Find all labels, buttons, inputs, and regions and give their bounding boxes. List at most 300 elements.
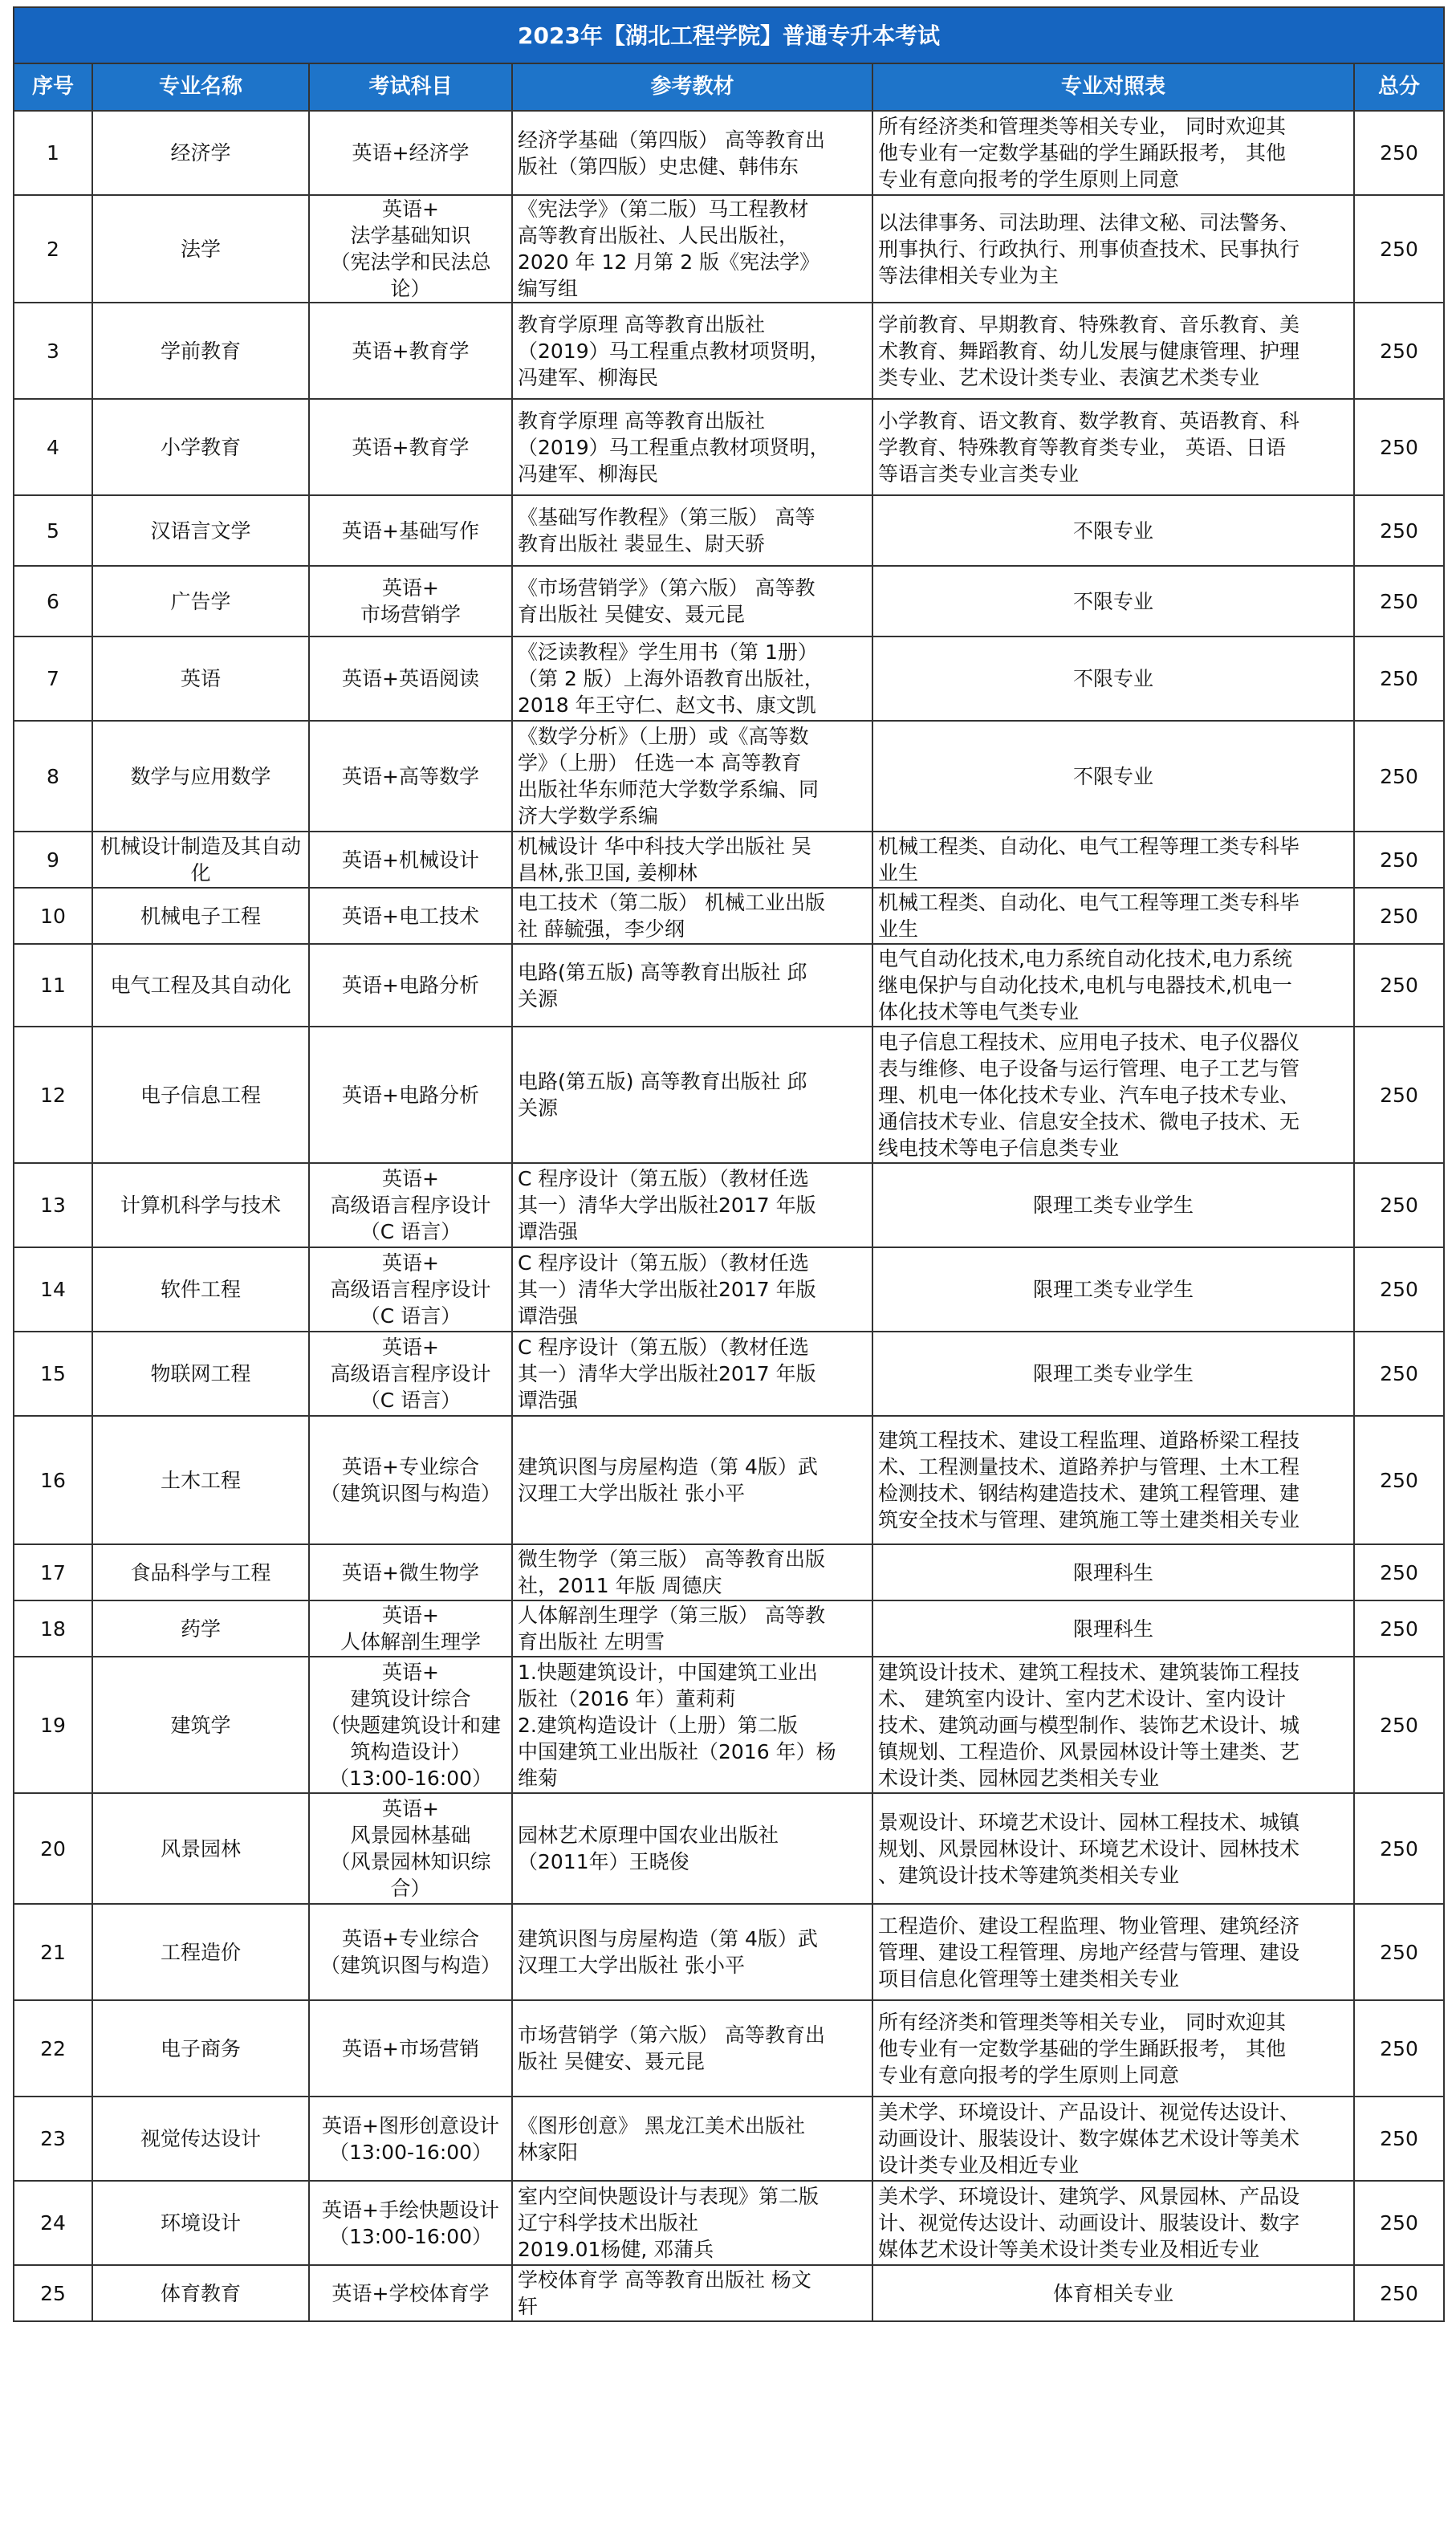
row-number: 17 xyxy=(40,1560,66,1584)
scope-line: 线电技术等电子信息类专业 xyxy=(878,1136,1120,1160)
scope-line: 机械工程类、自动化、电气工程等理工类专科毕 xyxy=(878,891,1300,914)
subject-line: 英语+电路分析 xyxy=(342,1083,479,1107)
major-cell xyxy=(92,832,309,888)
table-row xyxy=(14,1657,1444,1793)
major-cell xyxy=(92,2265,309,2321)
textbook-line: 电路(第五版) 高等教育出版社 邱 xyxy=(518,1070,807,1093)
total-score: 250 xyxy=(1380,1468,1418,1492)
row-no-cell xyxy=(14,2265,92,2321)
row-number: 6 xyxy=(47,589,59,613)
total-score: 250 xyxy=(1380,1278,1418,1301)
textbook-line: 其一）清华大学出版社2017 年版 xyxy=(518,1194,816,1217)
major-name: 视觉传达设计 xyxy=(140,2127,261,2150)
textbook-line: 电路(第五版) 高等教育出版社 邱 xyxy=(518,960,807,984)
total-score: 250 xyxy=(1380,764,1418,788)
scope-line: 术、工程测量技术、道路养护与管理、土木工程 xyxy=(878,1455,1300,1478)
total-score: 250 xyxy=(1380,2281,1418,2305)
header-row xyxy=(14,63,1444,111)
header-no: 序号 xyxy=(14,63,92,111)
scope-line: 镇规划、工程造价、风景园林设计等土建类、艺 xyxy=(878,1739,1300,1763)
row-number: 3 xyxy=(47,339,59,363)
subject-line: 英语+机械设计 xyxy=(342,848,479,872)
major-name: 土木工程 xyxy=(160,1468,241,1492)
textbook-line: 社，2011 年版 周德庆 xyxy=(518,1574,722,1597)
scope-line: 类专业、艺术设计类专业、表演艺术类专业 xyxy=(878,365,1260,389)
scope-line: 术、 建筑室内设计、室内艺术设计、室内设计 xyxy=(878,1686,1286,1710)
textbook-line: 育出版社 吴健安、聂元昆 xyxy=(518,603,745,626)
textbook-line: 育出版社 左明雪 xyxy=(518,1630,665,1653)
score-cell xyxy=(1354,1332,1444,1416)
textbook-line: 汉理工大学出版社 张小平 xyxy=(518,1954,745,1977)
major-cell xyxy=(92,566,309,636)
textbooks-cell xyxy=(512,1600,872,1657)
major-cell xyxy=(92,1793,309,1904)
textbook-line: 谭浩强 xyxy=(518,1220,579,1243)
major-cell xyxy=(92,195,309,303)
textbook-line: 社 薛毓强，李少纲 xyxy=(518,917,685,941)
exam-table-sheet xyxy=(13,6,1443,2322)
scope-line: 学前教育、早期教育、特殊教育、音乐教育、美 xyxy=(878,312,1300,336)
score-cell xyxy=(1354,1163,1444,1247)
row-number: 24 xyxy=(40,2211,66,2235)
major-cell xyxy=(92,888,309,944)
total-score: 250 xyxy=(1380,1194,1418,1217)
scope-line: 机械工程类、自动化、电气工程等理工类专科毕 xyxy=(878,835,1300,858)
subject-line: 英语+图形创意设计 xyxy=(322,2113,499,2137)
header-subjects: 考试科目 xyxy=(309,63,512,111)
row-no-cell xyxy=(14,2097,92,2181)
textbooks-cell xyxy=(512,1416,872,1544)
scope-cell xyxy=(872,2181,1354,2265)
subjects-cell xyxy=(309,832,512,888)
score-cell xyxy=(1354,721,1444,832)
major-name: 工程造价 xyxy=(160,1940,241,1964)
scope-line: 电气自动化技术,电力系统自动化技术,电力系统 xyxy=(878,947,1292,970)
total-score: 250 xyxy=(1380,1362,1418,1385)
row-number: 21 xyxy=(40,1940,66,1964)
subject-line: 英语+电工技术 xyxy=(342,904,479,928)
textbooks-cell xyxy=(512,1793,872,1904)
textbook-line: 2018 年王守仁、赵文书、康文凯 xyxy=(518,693,816,717)
scope-line: 等语言类专业言类专业 xyxy=(878,462,1080,486)
row-number: 5 xyxy=(47,519,59,543)
total-score: 250 xyxy=(1380,589,1418,613)
scope-line: 动画设计、服装设计、数字媒体艺术设计等美术 xyxy=(878,2127,1300,2150)
textbook-line: 辽宁科学技术出版社 xyxy=(518,2211,699,2235)
score-cell xyxy=(1354,495,1444,566)
subject-line: 筑构造设计） xyxy=(350,1739,471,1763)
textbook-line: 版社 吴健安、聂元昆 xyxy=(518,2050,705,2073)
textbook-line: 维菊 xyxy=(518,1766,559,1790)
subject-line: 建筑设计综合 xyxy=(350,1686,471,1710)
textbook-line: （第 2 版）上海外语教育出版社， xyxy=(518,667,824,690)
major-name: 学前教育 xyxy=(160,339,241,363)
scope-line: 工程造价、建设工程监理、物业管理、建筑经济 xyxy=(878,1914,1300,1938)
row-no-cell xyxy=(14,832,92,888)
scope-line: 检测技术、钢结构建造技术、建筑工程管理、建 xyxy=(878,1482,1300,1505)
scope-cell xyxy=(872,832,1354,888)
major-name: 物联网工程 xyxy=(150,1362,251,1385)
subjects-cell xyxy=(309,303,512,399)
row-no-cell xyxy=(14,944,92,1027)
subject-line: 英语+教育学 xyxy=(352,339,470,363)
row-number: 8 xyxy=(47,764,59,788)
textbook-line: 学》（上册） 任选一本 高等教育 xyxy=(518,751,802,775)
row-no-cell xyxy=(14,1544,92,1600)
subjects-cell xyxy=(309,195,512,303)
table-row xyxy=(14,1600,1444,1657)
subject-line: 高级语言程序设计 xyxy=(330,1362,491,1385)
row-no-cell xyxy=(14,1247,92,1332)
subjects-cell xyxy=(309,495,512,566)
row-no-cell xyxy=(14,721,92,832)
major-cell xyxy=(92,1657,309,1793)
subjects-cell xyxy=(309,1163,512,1247)
textbook-line: 冯建军、柳海民 xyxy=(518,462,659,486)
scope-cell xyxy=(872,1247,1354,1332)
scope-line: 业生 xyxy=(878,861,919,885)
scope-line: 美术学、环境设计、建筑学、风景园林、产品设 xyxy=(878,2185,1300,2208)
row-no-cell xyxy=(14,495,92,566)
subject-line: 市场营销学 xyxy=(360,603,461,626)
table-row xyxy=(14,195,1444,303)
scope-line: 所有经济类和管理类等相关专业， 同时欢迎其 xyxy=(878,115,1286,138)
textbook-line: 《基础写作教程》（第三版） 高等 xyxy=(518,506,815,529)
header-score: 总分 xyxy=(1354,63,1444,111)
major-name: 电子信息工程 xyxy=(140,1083,261,1107)
scope-cell xyxy=(872,721,1354,832)
row-no-cell xyxy=(14,1027,92,1163)
textbooks-cell xyxy=(512,111,872,195)
subject-line: （13:00-16:00） xyxy=(328,2140,493,2164)
scope-line: 术设计类、园林园艺类相关专业 xyxy=(878,1766,1160,1790)
textbook-line: 《宪法学》（第二版）马工程教材 xyxy=(518,197,809,221)
subject-line: 英语+英语阅读 xyxy=(342,667,479,690)
textbook-line: 教育学原理 高等教育出版社 xyxy=(518,409,765,433)
textbooks-cell xyxy=(512,495,872,566)
major-cell xyxy=(92,1163,309,1247)
total-score: 250 xyxy=(1380,141,1418,165)
scope-line: 电子信息工程技术、应用电子技术、电子仪器仪 xyxy=(878,1030,1300,1054)
scope-cell xyxy=(872,1163,1354,1247)
scope-line: 通信技术专业、信息安全技术、微电子技术、无 xyxy=(878,1109,1300,1133)
textbook-line: C 程序设计（第五版）（教材任选 xyxy=(518,1336,809,1359)
major-cell xyxy=(92,111,309,195)
table-body xyxy=(14,111,1444,2321)
scope-line: 业生 xyxy=(878,917,919,941)
major-cell xyxy=(92,721,309,832)
major-name: 体育教育 xyxy=(160,2281,241,2305)
row-no-cell xyxy=(14,111,92,195)
scope-line: 景观设计、环境艺术设计、园林工程技术、城镇 xyxy=(878,1810,1300,1834)
subjects-cell xyxy=(309,1793,512,1904)
scope-line: 刑事执行、行政执行、刑事侦查技术、民事执行 xyxy=(878,237,1300,261)
total-score: 250 xyxy=(1380,667,1418,690)
subject-line: 英语+ xyxy=(382,1336,439,1359)
major-name: 药学 xyxy=(180,1617,221,1641)
major-name: 计算机科学与技术 xyxy=(120,1194,281,1217)
subject-line: （13:00-16:00） xyxy=(328,1766,493,1790)
textbook-line: 谭浩强 xyxy=(518,1389,579,1412)
row-number: 22 xyxy=(40,2036,66,2060)
subject-line: （13:00-16:00） xyxy=(328,2224,493,2248)
textbook-line: 《泛读教程》学生用书（第 1册） xyxy=(518,641,818,664)
subject-line: 英语+专业综合 xyxy=(342,1455,479,1478)
scope-line: 建筑工程技术、建设工程监理、道路桥梁工程技 xyxy=(878,1429,1300,1452)
scope-line: 限理工类专业学生 xyxy=(1032,1194,1194,1217)
score-cell xyxy=(1354,111,1444,195)
textbook-line: 教育学原理 高等教育出版社 xyxy=(518,312,765,336)
row-no-cell xyxy=(14,1657,92,1793)
score-cell xyxy=(1354,1416,1444,1544)
textbooks-cell xyxy=(512,195,872,303)
table-row xyxy=(14,1247,1444,1332)
total-score: 250 xyxy=(1380,1083,1418,1107)
subject-line: 风景园林基础 xyxy=(350,1824,471,1847)
textbooks-cell xyxy=(512,1904,872,2000)
textbook-line: 电工技术（第二版） 机械工业出版 xyxy=(518,891,825,914)
textbooks-cell xyxy=(512,1544,872,1600)
subjects-cell xyxy=(309,2000,512,2097)
major-name: 法学 xyxy=(180,237,221,261)
subject-line: 英语+专业综合 xyxy=(342,1927,479,1950)
scope-line: 表与维修、电子设备与运行管理、电子工艺与管 xyxy=(878,1056,1300,1080)
row-number: 14 xyxy=(40,1278,66,1301)
scope-line: 媒体艺术设计等美术设计类专业及相近专业 xyxy=(878,2238,1260,2261)
subject-line: （C 语言） xyxy=(360,1220,462,1243)
table-row xyxy=(14,495,1444,566)
score-cell xyxy=(1354,2097,1444,2181)
scope-line: 他专业有一定数学基础的学生踊跃报考， 其他 xyxy=(878,2036,1286,2060)
scope-cell xyxy=(872,1332,1354,1416)
subject-line: （C 语言） xyxy=(360,1389,462,1412)
scope-cell xyxy=(872,2097,1354,2181)
textbook-line: 关源 xyxy=(518,986,559,1011)
textbook-line: 关源 xyxy=(518,1096,559,1120)
major-cell xyxy=(92,2000,309,2097)
textbooks-cell xyxy=(512,566,872,636)
subject-line: （C 语言） xyxy=(360,1304,462,1328)
scope-cell xyxy=(872,2000,1354,2097)
scope-line: 他专业有一定数学基础的学生踊跃报考， 其他 xyxy=(878,141,1286,165)
textbook-line: 2.建筑构造设计（上册）第二版 xyxy=(518,1713,798,1737)
score-cell xyxy=(1354,1793,1444,1904)
textbooks-cell xyxy=(512,1247,872,1332)
scope-cell xyxy=(872,1600,1354,1657)
major-name: 数学与应用数学 xyxy=(130,764,271,788)
subjects-cell xyxy=(309,399,512,495)
textbook-line: 版社（2016 年）董莉莉 xyxy=(518,1686,736,1710)
scope-cell xyxy=(872,399,1354,495)
row-number: 18 xyxy=(40,1617,66,1641)
table-row xyxy=(14,2000,1444,2097)
subject-line: 英语+ xyxy=(382,1167,439,1190)
row-number: 16 xyxy=(40,1468,66,1492)
subjects-cell xyxy=(309,566,512,636)
score-cell xyxy=(1354,888,1444,944)
score-cell xyxy=(1354,1544,1444,1600)
row-no-cell xyxy=(14,2000,92,2097)
table-row xyxy=(14,944,1444,1027)
subject-line: 论） xyxy=(390,277,431,300)
row-no-cell xyxy=(14,1332,92,1416)
table-row xyxy=(14,888,1444,944)
row-no-cell xyxy=(14,195,92,303)
major-cell xyxy=(92,1600,309,1657)
textbook-line: 其一）清华大学出版社2017 年版 xyxy=(518,1278,816,1301)
score-cell xyxy=(1354,1657,1444,1793)
subject-line: 英语+基础写作 xyxy=(342,519,479,543)
textbook-line: 1.快题建筑设计，中国建筑工业出 xyxy=(518,1660,818,1684)
textbook-line: 机械设计 华中科技大学出版社 吴 xyxy=(518,835,811,858)
row-number: 1 xyxy=(47,141,59,165)
total-score: 250 xyxy=(1380,1713,1418,1737)
textbook-line: 冯建军、柳海民 xyxy=(518,365,659,389)
table-row xyxy=(14,1163,1444,1247)
textbook-line: 人体解剖生理学（第三版） 高等教 xyxy=(518,1604,825,1627)
score-cell xyxy=(1354,2265,1444,2321)
table-row xyxy=(14,2097,1444,2181)
total-score: 250 xyxy=(1380,1617,1418,1641)
textbooks-cell xyxy=(512,888,872,944)
textbooks-cell xyxy=(512,832,872,888)
subjects-cell xyxy=(309,2097,512,2181)
scope-line: 不限专业 xyxy=(1072,589,1153,613)
major-cell xyxy=(92,636,309,721)
scope-line: 体化技术等电气类专业 xyxy=(878,1000,1080,1023)
textbook-line: 园林艺术原理中国农业出版社 xyxy=(518,1824,779,1847)
scope-cell xyxy=(872,195,1354,303)
textbooks-cell xyxy=(512,636,872,721)
subjects-cell xyxy=(309,1657,512,1793)
textbook-line: 济大学数学系编 xyxy=(518,804,659,828)
score-cell xyxy=(1354,399,1444,495)
textbook-line: 编写组 xyxy=(518,277,579,300)
textbook-line: 微生物学（第三版） 高等教育出版 xyxy=(518,1548,825,1571)
score-cell xyxy=(1354,2181,1444,2265)
major-cell xyxy=(92,2181,309,2265)
scope-cell xyxy=(872,888,1354,944)
subject-line: （快题建筑设计和建 xyxy=(319,1713,501,1737)
subject-line: （建筑识图与构造） xyxy=(319,1954,501,1977)
table-row xyxy=(14,2265,1444,2321)
subjects-cell xyxy=(309,636,512,721)
table-row xyxy=(14,111,1444,195)
scope-line: 技术、建筑动画与模型制作、装饰艺术设计、城 xyxy=(878,1713,1300,1737)
scope-line: 体育相关专业 xyxy=(1052,2281,1173,2305)
table-row xyxy=(14,1544,1444,1600)
score-cell xyxy=(1354,1247,1444,1332)
row-no-cell xyxy=(14,888,92,944)
scope-cell xyxy=(872,111,1354,195)
scope-line: 继电保护与自动化技术,电机与电器技术,机电一 xyxy=(878,974,1292,997)
score-cell xyxy=(1354,636,1444,721)
table-row xyxy=(14,566,1444,636)
table-row xyxy=(14,1416,1444,1544)
subject-line: 英语+微生物学 xyxy=(342,1560,479,1584)
subjects-cell xyxy=(309,1416,512,1544)
scope-line: 专业有意向报考的学生原则上同意 xyxy=(878,2063,1180,2087)
textbook-line: （2019）马工程重点教材项贤明， xyxy=(518,435,830,459)
textbooks-cell xyxy=(512,399,872,495)
textbook-line: 出版社华东师范大学数学系编、同 xyxy=(518,778,820,801)
total-score: 250 xyxy=(1380,435,1418,459)
major-name: 软件工程 xyxy=(160,1278,241,1301)
scope-cell xyxy=(872,1416,1354,1544)
textbooks-cell xyxy=(512,2097,872,2181)
total-score: 250 xyxy=(1380,1836,1418,1861)
subject-line: 高级语言程序设计 xyxy=(330,1278,491,1301)
score-cell xyxy=(1354,566,1444,636)
major-name: 汉语言文学 xyxy=(150,519,251,543)
score-cell xyxy=(1354,1904,1444,2000)
row-number: 2 xyxy=(47,237,59,261)
textbook-line: 版社（第四版）史忠健、韩伟东 xyxy=(518,154,799,178)
scope-cell xyxy=(872,566,1354,636)
scope-line: 等法律相关专业为主 xyxy=(878,263,1059,287)
major-cell xyxy=(92,495,309,566)
textbook-line: （2019）马工程重点教材项贤明， xyxy=(518,339,830,363)
row-number: 7 xyxy=(47,667,59,690)
scope-line: 术教育、舞蹈教育、幼儿发展与健康管理、护理 xyxy=(878,339,1300,363)
total-score: 250 xyxy=(1380,519,1418,543)
table-row xyxy=(14,721,1444,832)
subject-line: 人体解剖生理学 xyxy=(340,1630,481,1653)
textbooks-cell xyxy=(512,2000,872,2097)
textbook-line: 林家阳 xyxy=(518,2140,579,2164)
major-cell xyxy=(92,944,309,1027)
score-cell xyxy=(1354,2000,1444,2097)
major-name: 建筑学 xyxy=(170,1713,231,1737)
scope-line: 限理科生 xyxy=(1072,1617,1153,1641)
textbooks-cell xyxy=(512,2265,872,2321)
subjects-cell xyxy=(309,1332,512,1416)
total-score: 250 xyxy=(1380,339,1418,363)
textbooks-cell xyxy=(512,303,872,399)
row-number: 11 xyxy=(40,974,66,997)
textbook-line: 中国建筑工业出版社（2016 年）杨 xyxy=(518,1739,836,1763)
subject-line: （风景园林知识综 xyxy=(330,1850,491,1873)
subjects-cell xyxy=(309,2181,512,2265)
major-cell xyxy=(92,1332,309,1416)
subject-line: 英语+ xyxy=(382,1251,439,1275)
scope-line: 不限专业 xyxy=(1072,667,1153,690)
textbook-line: 2020 年 12 月第 2 版《宪法学》 xyxy=(518,250,820,274)
scope-line: 学教育、特殊教育等教育类专业， 英语、日语 xyxy=(878,435,1286,459)
textbook-line: 其一）清华大学出版社2017 年版 xyxy=(518,1362,816,1385)
table-row xyxy=(14,1027,1444,1163)
scope-line: 不限专业 xyxy=(1072,519,1153,543)
subjects-cell xyxy=(309,1027,512,1163)
row-no-cell xyxy=(14,566,92,636)
textbook-line: 轩 xyxy=(518,2295,539,2318)
subject-line: （宪法学和民法总 xyxy=(330,250,491,274)
major-name: 电气工程及其自动化 xyxy=(110,974,291,997)
scope-cell xyxy=(872,495,1354,566)
subject-line: 英语+市场营销 xyxy=(342,2036,479,2060)
scope-cell xyxy=(872,303,1354,399)
row-number: 15 xyxy=(40,1362,66,1385)
textbooks-cell xyxy=(512,2181,872,2265)
subjects-cell xyxy=(309,1600,512,1657)
textbooks-cell xyxy=(512,1163,872,1247)
row-no-cell xyxy=(14,1416,92,1544)
row-number: 20 xyxy=(40,1836,66,1861)
textbook-line: 经济学基础（第四版） 高等教育出 xyxy=(518,128,825,152)
textbook-line: （2011年）王晓俊 xyxy=(518,1850,689,1873)
scope-cell xyxy=(872,2265,1354,2321)
textbook-line: 《图形创意》 黑龙江美术出版社 xyxy=(518,2113,805,2137)
